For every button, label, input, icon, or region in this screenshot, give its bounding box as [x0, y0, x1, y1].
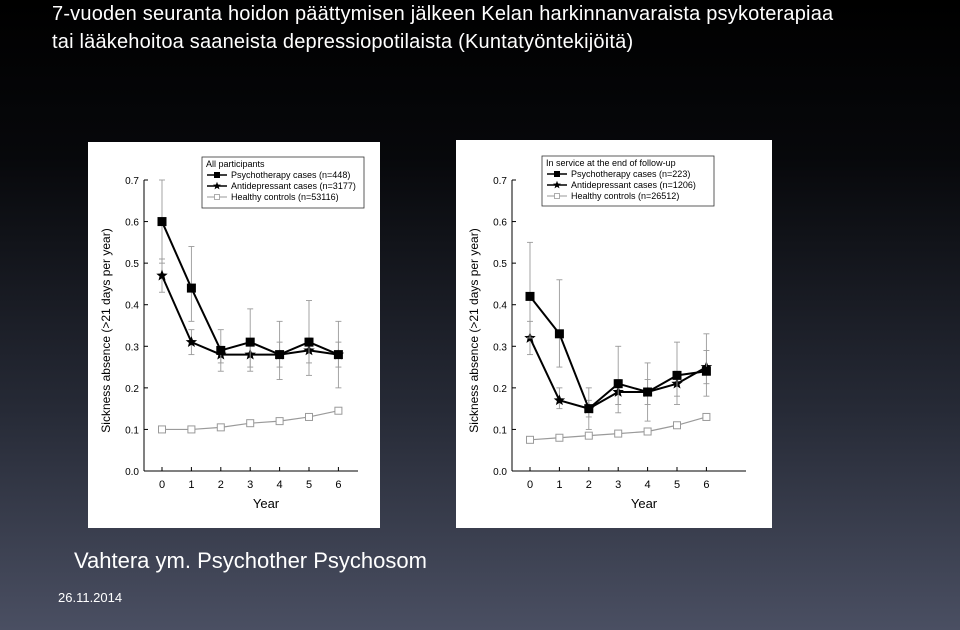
y-tick-label: 0.7	[493, 176, 507, 187]
legend-label: Antidepressant cases (n=1206)	[571, 180, 696, 190]
x-tick-label: 0	[158, 479, 166, 491]
legend-title: All participants	[206, 159, 265, 169]
chart-panel-in-service	[456, 140, 772, 528]
data-point	[305, 338, 314, 347]
legend-marker	[555, 194, 560, 199]
x-tick-label: 2	[585, 479, 592, 491]
data-point	[526, 292, 535, 301]
x-axis-title: Year	[630, 496, 658, 511]
x-tick-label: 1	[556, 479, 563, 491]
data-point	[247, 420, 254, 427]
y-tick-label: 0.1	[493, 425, 507, 437]
data-point	[275, 350, 284, 359]
data-point	[246, 338, 255, 347]
data-point	[585, 432, 592, 439]
data-point	[159, 426, 166, 433]
legend-label: Psychotherapy cases (n=223)	[571, 169, 691, 179]
data-point	[702, 367, 711, 376]
x-tick-label: 1	[188, 479, 195, 491]
data-point	[306, 413, 313, 420]
data-point	[158, 217, 167, 226]
data-point	[335, 407, 342, 414]
data-point	[187, 284, 196, 293]
data-point	[674, 422, 681, 429]
legend-marker	[554, 171, 560, 177]
y-tick-label: 0.0	[493, 467, 507, 478]
y-tick-label: 0.1	[125, 425, 139, 437]
slide-title	[52, 0, 952, 56]
legend-label: Psychotherapy cases (n=448)	[231, 170, 351, 180]
slide-title-line-1: 7-vuoden seuranta hoidon päättymisen jälkeen Kelan harkinnanvaraista psykoterapiaa	[52, 3, 834, 25]
y-tick-label: 0.6	[493, 217, 507, 229]
y-tick-label: 0.5	[493, 259, 507, 271]
x-tick-label: 4	[276, 479, 283, 491]
data-point	[188, 426, 195, 433]
data-point	[217, 424, 224, 431]
data-point	[555, 329, 564, 338]
legend-title: In service at the end of follow-up	[546, 158, 676, 168]
y-tick-label: 0.2	[493, 383, 507, 395]
y-axis-title: Sickness absence (>21 days per year)	[99, 228, 113, 433]
legend-label: Healthy controls (n=26512)	[571, 191, 680, 201]
x-tick-label: 6	[335, 479, 342, 491]
data-point	[584, 404, 593, 413]
x-tick-label: 6	[703, 479, 710, 491]
data-point	[334, 350, 343, 359]
chart-panel-all-participants	[88, 142, 380, 528]
slide-date: 26.11.2014	[58, 590, 123, 605]
data-point	[276, 418, 283, 425]
data-point	[644, 428, 651, 435]
y-tick-label: 0.2	[125, 383, 139, 395]
legend-label: Antidepressant cases (n=3177)	[231, 181, 356, 191]
legend-label: Healthy controls (n=53116)	[231, 192, 339, 202]
data-point	[615, 430, 622, 437]
data-point	[673, 371, 682, 380]
x-tick-label: 5	[305, 479, 313, 491]
data-point	[556, 434, 563, 441]
data-point	[216, 346, 225, 355]
data-point	[614, 379, 623, 388]
x-tick-label: 5	[673, 479, 681, 491]
y-tick-label: 0.4	[493, 300, 507, 312]
data-point	[703, 413, 710, 420]
data-point	[527, 436, 534, 443]
y-tick-label: 0.0	[125, 467, 139, 478]
chart-all-participants	[88, 142, 380, 528]
x-tick-label: 3	[247, 479, 254, 491]
y-tick-label: 0.5	[125, 259, 139, 271]
slide-title-line-2: tai lääkehoitoa saaneista depressiopotilaista (Kuntatyöntekijöitä)	[52, 31, 634, 53]
data-point	[643, 388, 652, 397]
legend-marker	[214, 172, 220, 178]
y-tick-label: 0.6	[125, 217, 139, 229]
citation: Vahtera ym. Psychother Psychosom	[74, 548, 427, 573]
y-tick-label: 0.7	[125, 176, 139, 187]
y-axis-title: Sickness absence (>21 days per year)	[467, 228, 481, 433]
x-tick-label: 0	[526, 479, 534, 491]
y-tick-label: 0.3	[493, 342, 507, 354]
x-axis-title: Year	[252, 496, 280, 511]
y-tick-label: 0.4	[125, 300, 139, 312]
x-tick-label: 3	[615, 479, 622, 491]
y-tick-label: 0.3	[125, 342, 139, 354]
x-tick-label: 4	[644, 479, 651, 491]
legend-marker	[215, 195, 220, 200]
chart-in-service	[456, 140, 772, 528]
x-tick-label: 2	[217, 479, 224, 491]
